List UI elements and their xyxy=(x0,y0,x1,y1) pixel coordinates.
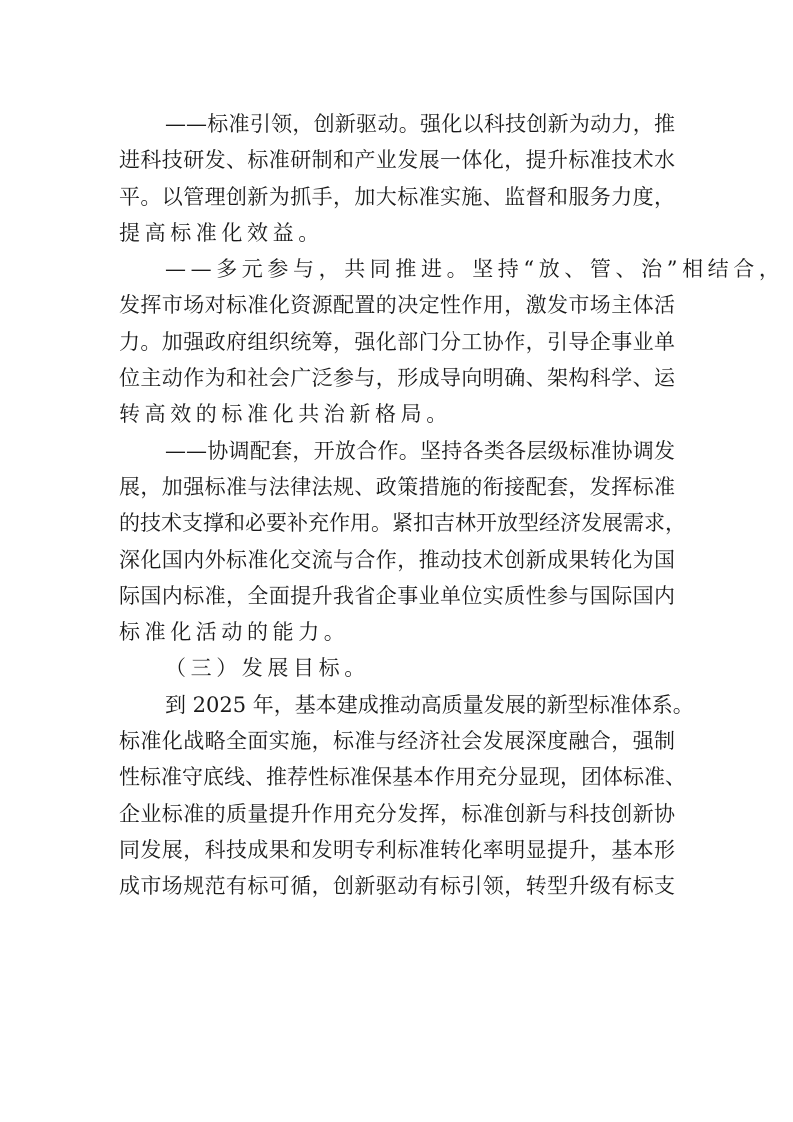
document-page xyxy=(119,106,785,905)
text-line: 成市场规范有标可循，创新驱动有标引领，转型升级有标支 xyxy=(119,874,675,899)
text-line: 同发展，科技成果和发明专利标准转化率明显提升，基本形 xyxy=(119,837,675,862)
section-heading: （三）发展目标。 xyxy=(165,656,370,681)
text-line: 发挥市场对标准化资源配置的决定性作用，激发市场主体活 xyxy=(119,293,675,318)
paragraph-coordination-openness xyxy=(119,433,686,651)
text-line: ——标准引领，创新驱动。强化以科技创新为动力，推 xyxy=(165,112,675,136)
text-line: 平。以管理创新为抓手，加大标准实施、监督和服务力度， xyxy=(119,184,675,209)
text-line: 进科技研发、标准研制和产业发展一体化，提升标准技术水 xyxy=(119,148,675,173)
paragraph-multi-participation xyxy=(119,251,785,432)
text-line: 展，加强标准与法律法规、政策措施的衔接配套，发挥标准 xyxy=(119,474,675,499)
text-line: ——协调配套，开放合作。坚持各类各层级标准协调发 xyxy=(165,438,675,463)
text-line: 性标准守底线、推荐性标准保基本作用充分显现，团体标准、 xyxy=(119,765,686,790)
text-line: 位主动作为和社会广泛参与，形成导向明确、架构科学、运 xyxy=(119,366,675,391)
text-line: ——多元参与，共同推进。坚持“放、管、治”相结合， xyxy=(165,257,785,282)
text-line: 际国内标准，全面提升我省企事业单位实质性参与国际国内 xyxy=(119,583,675,608)
text-line: 提高标准化效益。 xyxy=(119,220,324,245)
text-line: 标准化战略全面实施，标准与经济社会发展深度融合，强制 xyxy=(119,729,675,754)
text-line: 的技术支撑和必要补充作用。紧扣吉林开放型经济发展需求， xyxy=(119,511,686,536)
text-line: 标准化活动的能力。 xyxy=(119,620,350,645)
text-line: 转高效的标准化共治新格局。 xyxy=(119,402,452,427)
paragraph-2025-goals xyxy=(119,687,694,905)
paragraph-standard-leading xyxy=(119,106,675,251)
section-heading-development-goals xyxy=(119,650,675,686)
text-line: 力。加强政府组织统筹，强化部门分工协作，引导企事业单 xyxy=(119,329,675,354)
text-line: 到 2025 年，基本建成推动高质量发展的新型标准体系。 xyxy=(165,692,694,717)
text-line: 深化国内外标准化交流与合作，推动技术创新成果转化为国 xyxy=(119,547,675,572)
text-line: 企业标准的质量提升作用充分发挥，标准创新与科技创新协 xyxy=(119,801,675,826)
